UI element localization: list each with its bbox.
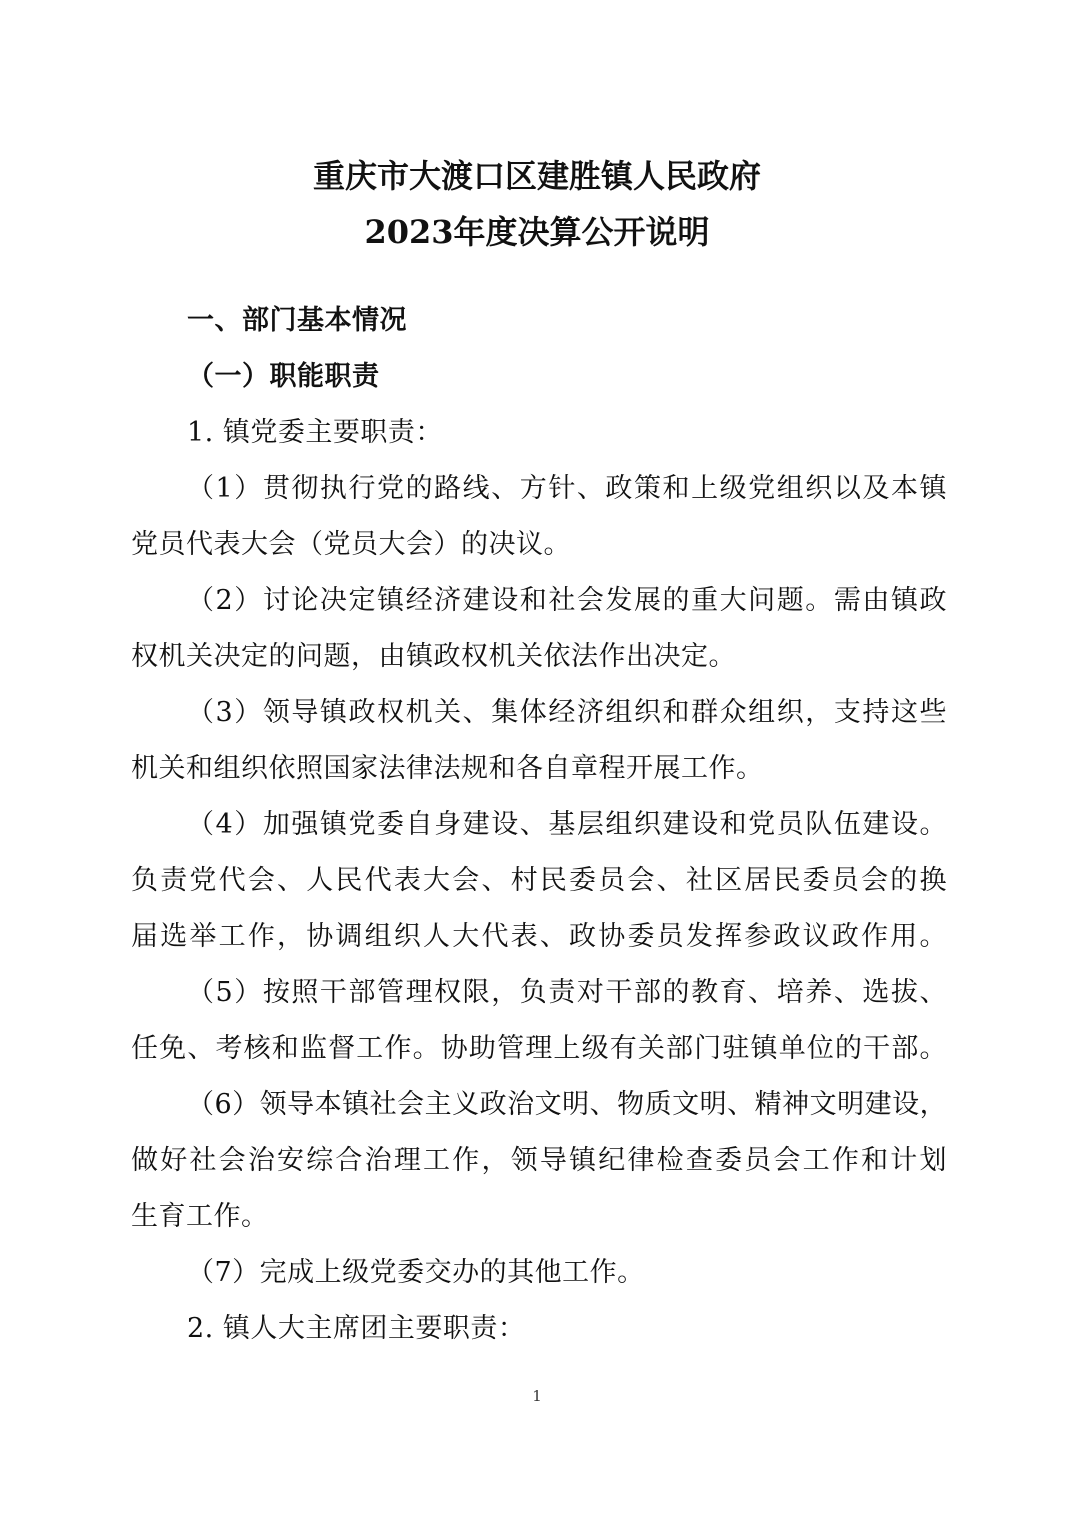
paragraph-line: （1）贯彻执行党的路线、方针、政策和上级党组织以及本镇 [187, 473, 947, 504]
paragraph-line: 负责党代会、人民代表大会、村民委员会、社区居民委员会的换 [131, 865, 947, 896]
paragraph-line: 任免、考核和监督工作。协助管理上级有关部门驻镇单位的干部。 [131, 1033, 947, 1064]
paragraph-line: 生育工作。 [131, 1201, 269, 1232]
subsection-heading: （一）职能职责 [187, 361, 380, 392]
paragraph-line: （5）按照干部管理权限，负责对干部的教育、培养、选拔、 [187, 977, 947, 1008]
paragraph-line: （4）加强镇党委自身建设、基层组织建设和党员队伍建设。 [187, 809, 947, 840]
paragraph-line: 党员代表大会（党员大会）的决议。 [131, 529, 571, 560]
paragraph-line: 做好社会治安综合治理工作，领导镇纪律检查委员会工作和计划 [131, 1145, 947, 1176]
paragraph-line: （3）领导镇政权机关、集体经济组织和群众组织，支持这些 [187, 697, 947, 728]
paragraph-line: 机关和组织依照国家法律法规和各自章程开展工作。 [131, 753, 764, 784]
paragraph-line: （7）完成上级党委交办的其他工作。 [187, 1257, 645, 1288]
paragraph-line: 届选举工作，协调组织人大代表、政协委员发挥参政议政作用。 [131, 921, 947, 952]
item-heading-1: 1. 镇党委主要职责： [187, 417, 443, 448]
page-number: 1 [532, 1387, 542, 1405]
paragraph-line: 权机关决定的问题，由镇政权机关依法作出决定。 [131, 641, 736, 672]
item-heading-2: 2. 镇人大主席团主要职责： [187, 1313, 526, 1344]
paragraph-line: （6）领导本镇社会主义政治文明、物质文明、精神文明建设， [187, 1089, 948, 1120]
document-title-line-2: 2023年度决算公开说明 [364, 213, 710, 251]
paragraph-line: （2）讨论决定镇经济建设和社会发展的重大问题。需由镇政 [187, 585, 947, 616]
document-title-line-1: 重庆市大渡口区建胜镇人民政府 [312, 157, 761, 195]
section-heading: 一、部门基本情况 [187, 305, 407, 336]
